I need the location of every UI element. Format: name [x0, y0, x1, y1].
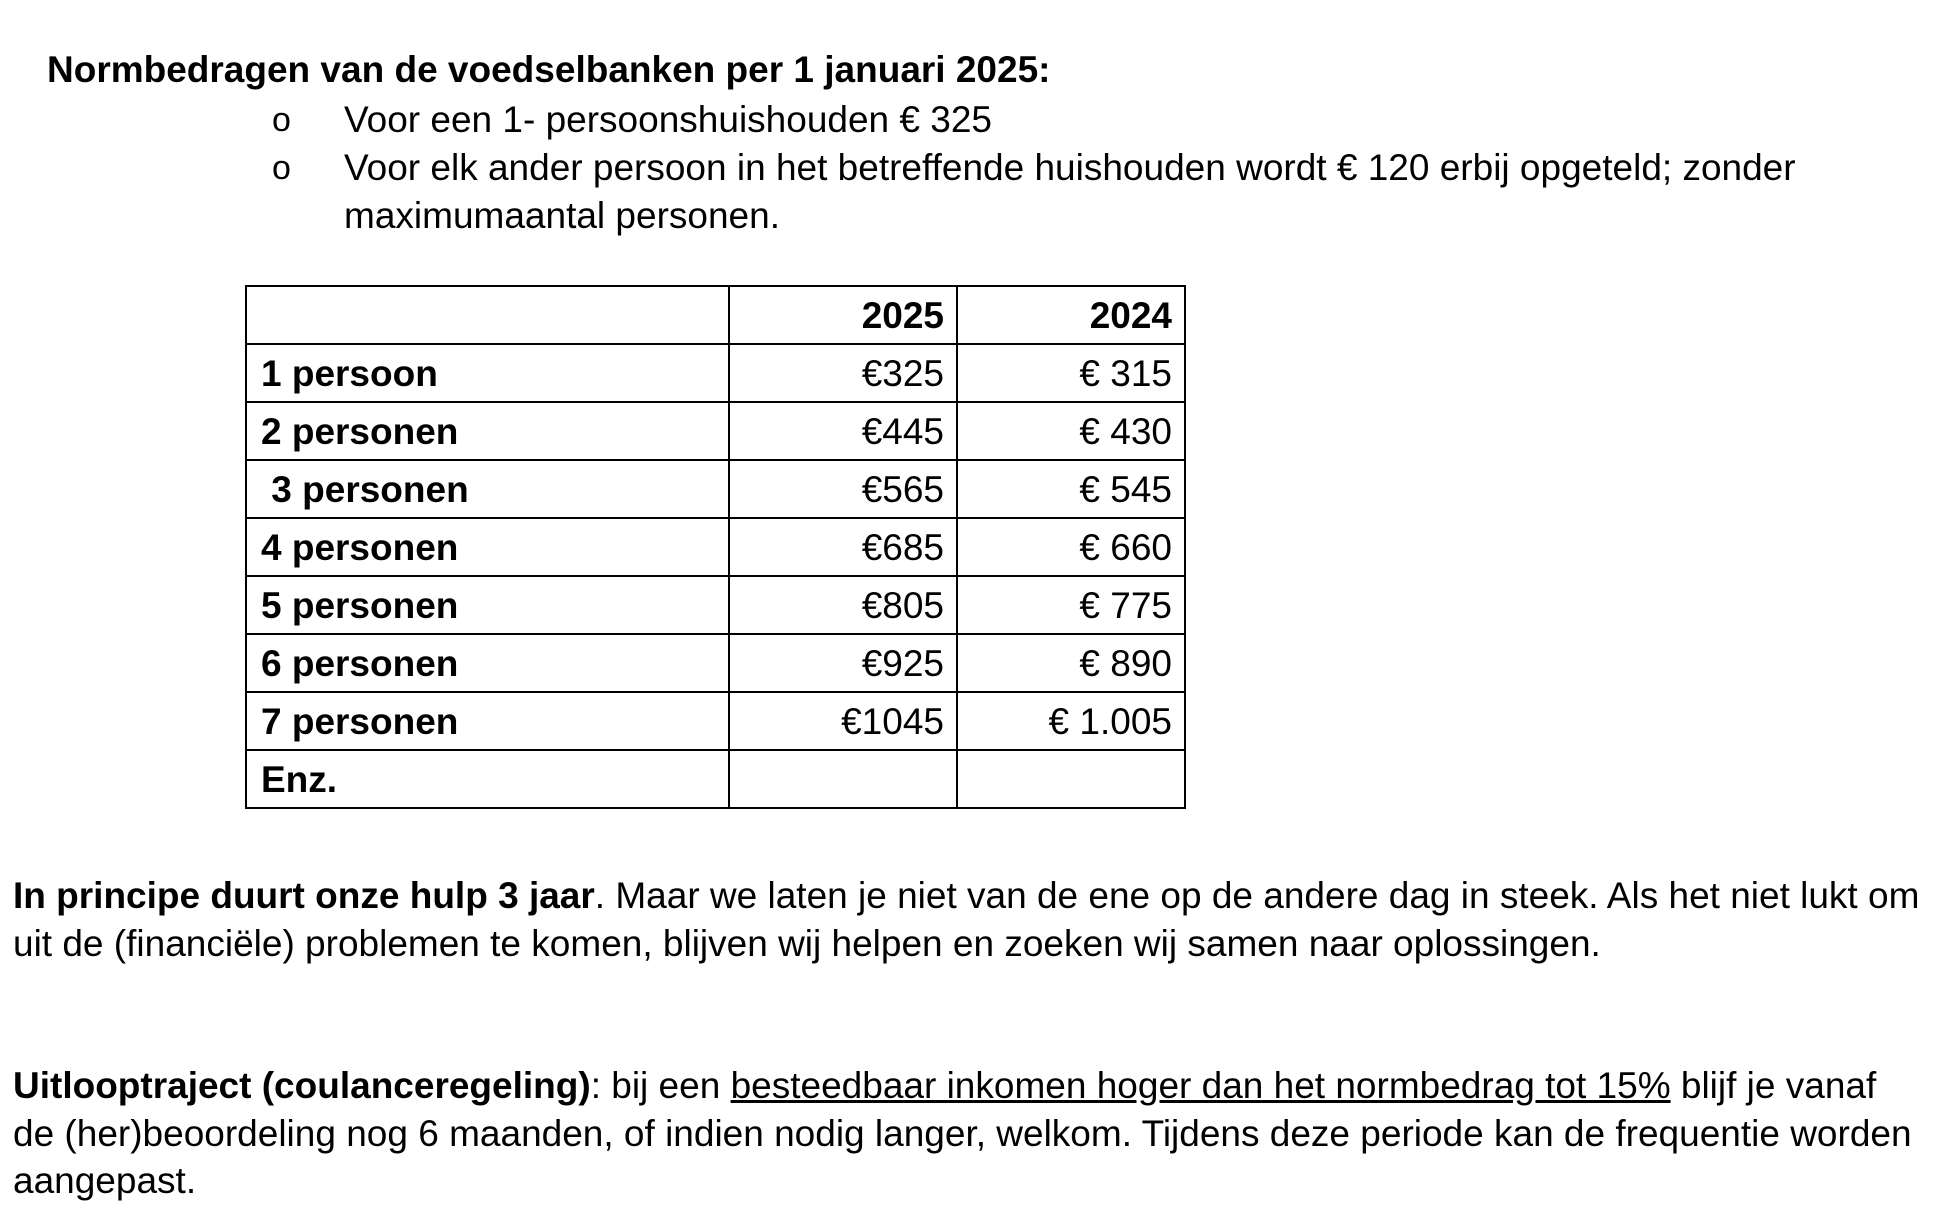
table-row	[246, 344, 1185, 402]
amount-2025-cell: €685	[729, 518, 957, 576]
table-row	[246, 518, 1185, 576]
list-item	[264, 96, 1904, 144]
bullet-circle-icon: o	[272, 149, 291, 187]
norm-rules-list	[264, 96, 1904, 240]
table-row	[246, 750, 1185, 808]
list-item-text: Voor elk ander persoon in het betreffende huishouden wordt € 120 erbij opgeteld; zonder maximumaantal personen.	[344, 147, 1796, 236]
table-row	[246, 576, 1185, 634]
grace-period-intro: : bij een	[590, 1065, 731, 1106]
household-size-cell: 3 personen	[246, 460, 729, 518]
household-size-cell: 5 personen	[246, 576, 729, 634]
table-header-row	[246, 286, 1185, 344]
list-item	[264, 144, 1904, 240]
amount-2025-cell: €325	[729, 344, 957, 402]
page-heading: Normbedragen van de voedselbanken per 1 januari 2025:	[47, 49, 1051, 90]
norm-amounts-table	[245, 285, 1186, 809]
amount-2024-cell: € 775	[957, 576, 1185, 634]
amount-2025-cell: €805	[729, 576, 957, 634]
household-size-cell: 4 personen	[246, 518, 729, 576]
household-size-cell: 7 personen	[246, 692, 729, 750]
column-header-2025: 2025	[729, 286, 957, 344]
amount-2025-cell: €445	[729, 402, 957, 460]
help-duration-text: . Maar we laten je niet van de ene op de andere dag in steek. Als het niet lukt om uit de (financiële) problemen te komen, blijven wij helpen en zoeken wij samen naar oplossingen.	[13, 875, 1920, 964]
household-size-cell: 1 persoon	[246, 344, 729, 402]
household-size-cell: Enz.	[246, 750, 729, 808]
help-duration-lead: In principe duurt onze hulp 3 jaar	[13, 875, 595, 916]
grace-period-paragraph	[13, 1062, 1923, 1205]
amount-2024-cell: € 660	[957, 518, 1185, 576]
column-header-label	[246, 286, 729, 344]
column-header-2024: 2024	[957, 286, 1185, 344]
household-size-cell: 6 personen	[246, 634, 729, 692]
amount-2024-cell	[957, 750, 1185, 808]
amount-2024-cell: € 1.005	[957, 692, 1185, 750]
amount-2024-cell: € 430	[957, 402, 1185, 460]
amount-2024-cell: € 545	[957, 460, 1185, 518]
amount-2025-cell: €1045	[729, 692, 957, 750]
amount-2025-cell	[729, 750, 957, 808]
amount-2025-cell: €565	[729, 460, 957, 518]
grace-period-text: blijf je vanaf de (her)beoordeling nog 6 maanden, of indien nodig langer, welkom. Tijdens deze periode kan de frequentie worden aangepast.	[13, 1065, 1912, 1201]
amount-2024-cell: € 890	[957, 634, 1185, 692]
help-duration-paragraph	[13, 872, 1923, 967]
table-row	[246, 402, 1185, 460]
amount-2024-cell: € 315	[957, 344, 1185, 402]
list-item-text: Voor een 1- persoonshuishouden € 325	[344, 99, 993, 140]
amount-2025-cell: €925	[729, 634, 957, 692]
grace-period-lead: Uitlooptraject (coulanceregeling)	[13, 1065, 591, 1106]
bullet-circle-icon: o	[272, 101, 291, 139]
household-size-cell: 2 personen	[246, 402, 729, 460]
table-row	[246, 460, 1185, 518]
income-threshold-underlined: besteedbaar inkomen hoger dan het normbedrag tot 15%	[730, 1065, 1671, 1106]
table-row	[246, 634, 1185, 692]
table-row	[246, 692, 1185, 750]
